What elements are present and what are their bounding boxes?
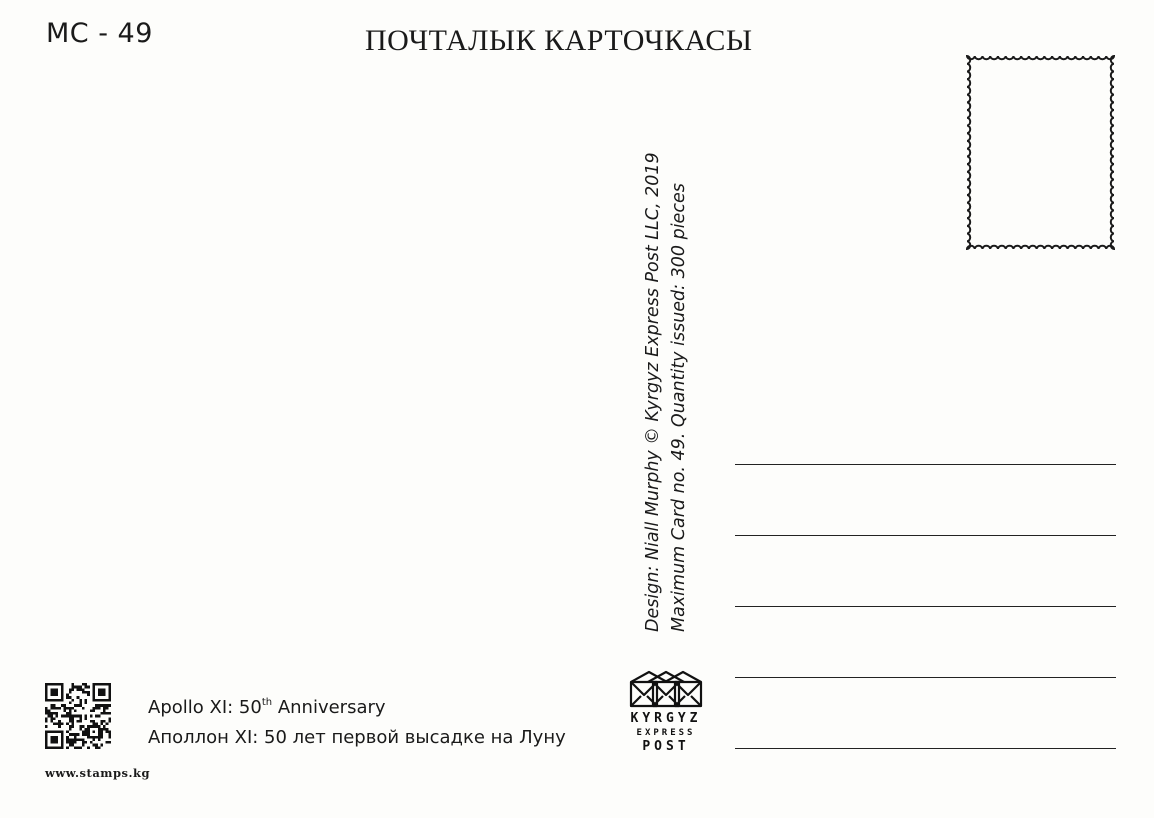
card-title: ПОЧТАЛЫК КАРТОЧКАСЫ <box>365 24 753 57</box>
logo-line-kyrgyz: KYRGYZ <box>630 711 702 726</box>
address-line <box>735 748 1116 749</box>
credits-design: Design: Niall Murphy © Kyrgyz Express Post LLC, 2019 <box>643 152 663 632</box>
address-line <box>735 464 1116 465</box>
logo-line-post: POST <box>642 739 690 754</box>
credits-vertical <box>640 152 692 632</box>
envelopes-icon <box>627 670 705 710</box>
logo-line-express: EXPRESS <box>636 728 696 738</box>
address-line <box>735 677 1116 678</box>
stamp-placeholder <box>963 52 1118 253</box>
card-code: MC - 49 <box>46 18 153 49</box>
website-url: www.stamps.kg <box>45 766 150 780</box>
address-line <box>735 606 1116 607</box>
kyrgyz-express-post-logo <box>622 670 710 770</box>
subject-english: Apollo XI: 50th Anniversary <box>148 697 386 718</box>
qr-code-icon <box>44 683 112 749</box>
subject-block <box>148 688 566 753</box>
credits-quantity: Maximum Card no. 49. Quantity issued: 300 pieces <box>669 183 689 632</box>
subject-russian: Аполлон XI: 50 лет первой высадке на Луну <box>148 727 566 748</box>
address-line <box>735 535 1116 536</box>
